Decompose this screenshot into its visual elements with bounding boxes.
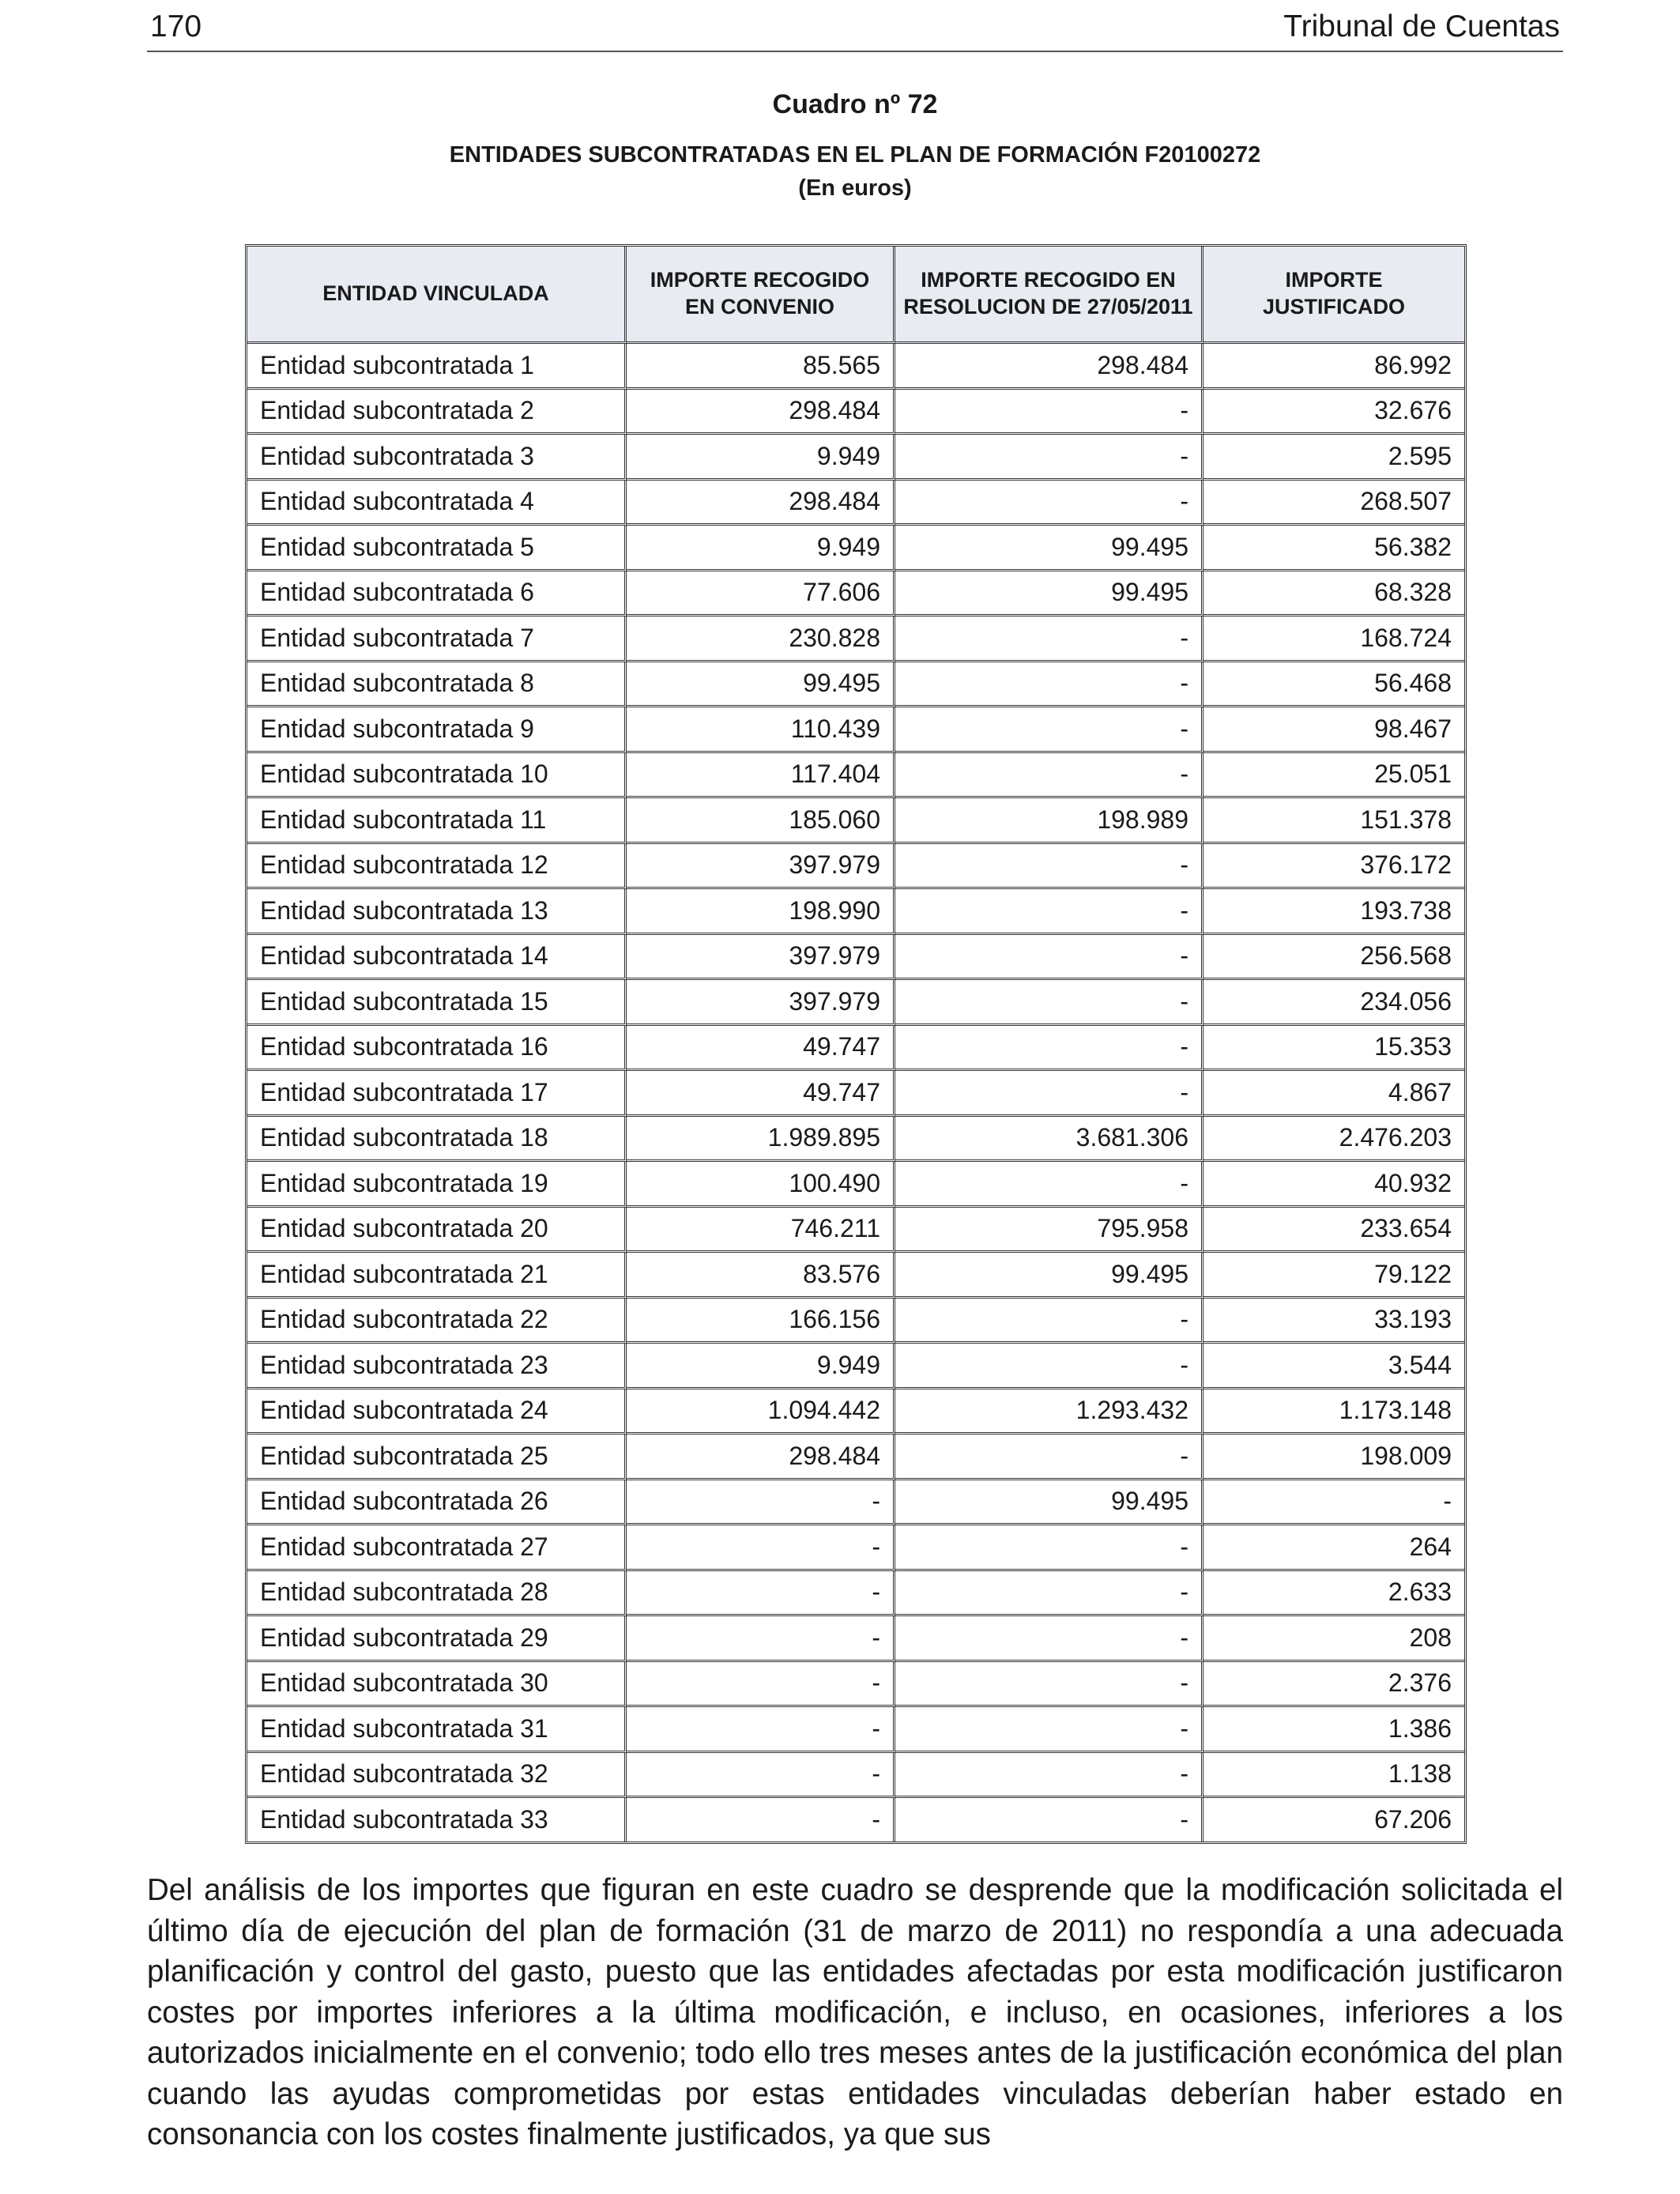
cell-resolucion: 99.495 <box>895 526 1203 571</box>
table-row <box>247 662 1464 708</box>
cell-convenio: - <box>627 1525 895 1571</box>
cell-convenio: 746.211 <box>627 1208 895 1253</box>
table-row <box>247 1344 1464 1389</box>
table-row <box>247 1707 1464 1753</box>
cell-entity: Entidad subcontratada 22 <box>247 1299 627 1344</box>
cell-entity: Entidad subcontratada 29 <box>247 1616 627 1662</box>
cell-convenio: 298.484 <box>627 1434 895 1480</box>
table-row <box>247 1571 1464 1617</box>
cell-convenio: 9.949 <box>627 1344 895 1389</box>
cell-entity: Entidad subcontratada 2 <box>247 390 627 435</box>
cell-resolucion: - <box>895 844 1203 890</box>
cell-entity: Entidad subcontratada 5 <box>247 526 627 571</box>
cell-convenio: 49.747 <box>627 1071 895 1117</box>
cell-justificado: 198.009 <box>1203 1434 1464 1480</box>
table-units: (En euros) <box>798 175 912 201</box>
cell-convenio: 230.828 <box>627 616 895 662</box>
cell-entity: Entidad subcontratada 4 <box>247 481 627 526</box>
table-row <box>247 1208 1464 1253</box>
cell-convenio: 9.949 <box>627 435 895 481</box>
cell-resolucion: - <box>895 1026 1203 1072</box>
cell-convenio: 85.565 <box>627 344 895 390</box>
cell-entity: Entidad subcontratada 16 <box>247 1026 627 1072</box>
cell-entity: Entidad subcontratada 31 <box>247 1707 627 1753</box>
cell-justificado: 193.738 <box>1203 889 1464 935</box>
cell-convenio: 298.484 <box>627 390 895 435</box>
cell-justificado: 151.378 <box>1203 798 1464 844</box>
cell-entity: Entidad subcontratada 19 <box>247 1162 627 1208</box>
cell-entity: Entidad subcontratada 9 <box>247 707 627 753</box>
cell-justificado: 15.353 <box>1203 1026 1464 1072</box>
cell-resolucion: - <box>895 1434 1203 1480</box>
cell-resolucion: 3.681.306 <box>895 1117 1203 1163</box>
cell-entity: Entidad subcontratada 21 <box>247 1253 627 1299</box>
cell-convenio: - <box>627 1798 895 1842</box>
cell-resolucion: - <box>895 1616 1203 1662</box>
cell-justificado: 256.568 <box>1203 935 1464 981</box>
cell-convenio: 166.156 <box>627 1299 895 1344</box>
table-row <box>247 707 1464 753</box>
table-row <box>247 753 1464 799</box>
table-row <box>247 798 1464 844</box>
cell-resolucion: - <box>895 1753 1203 1799</box>
table-body <box>247 344 1464 1842</box>
cell-convenio: 110.439 <box>627 707 895 753</box>
cell-justificado: 25.051 <box>1203 753 1464 799</box>
cell-entity: Entidad subcontratada 20 <box>247 1208 627 1253</box>
cell-justificado: 3.544 <box>1203 1344 1464 1389</box>
cell-resolucion: 298.484 <box>895 344 1203 390</box>
cell-convenio: - <box>627 1753 895 1799</box>
cell-entity: Entidad subcontratada 17 <box>247 1071 627 1117</box>
table-row <box>247 616 1464 662</box>
cell-resolucion: - <box>895 616 1203 662</box>
table-row <box>247 1434 1464 1480</box>
cell-justificado: 2.595 <box>1203 435 1464 481</box>
cell-resolucion: 99.495 <box>895 571 1203 617</box>
cell-convenio: 397.979 <box>627 980 895 1026</box>
cell-resolucion: - <box>895 1344 1203 1389</box>
cell-entity: Entidad subcontratada 27 <box>247 1525 627 1571</box>
cell-justificado: 56.468 <box>1203 662 1464 708</box>
cell-resolucion: - <box>895 1162 1203 1208</box>
cell-resolucion: - <box>895 1571 1203 1617</box>
cell-justificado: 268.507 <box>1203 481 1464 526</box>
cell-resolucion: - <box>895 1707 1203 1753</box>
cell-resolucion: 198.989 <box>895 798 1203 844</box>
cell-resolucion: - <box>895 435 1203 481</box>
cell-justificado: 1.138 <box>1203 1753 1464 1799</box>
table-row <box>247 980 1464 1026</box>
table-row <box>247 1798 1464 1842</box>
cell-resolucion: - <box>895 1299 1203 1344</box>
cell-resolucion: - <box>895 1662 1203 1708</box>
table-row <box>247 435 1464 481</box>
cell-entity: Entidad subcontratada 3 <box>247 435 627 481</box>
table-row <box>247 1162 1464 1208</box>
table-row <box>247 889 1464 935</box>
cell-entity: Entidad subcontratada 28 <box>247 1571 627 1617</box>
cell-justificado: - <box>1203 1480 1464 1526</box>
cell-justificado: 4.867 <box>1203 1071 1464 1117</box>
cell-entity: Entidad subcontratada 30 <box>247 1662 627 1708</box>
cell-resolucion: - <box>895 753 1203 799</box>
cell-convenio: 99.495 <box>627 662 895 708</box>
cell-convenio: 9.949 <box>627 526 895 571</box>
table-row <box>247 1026 1464 1072</box>
page-header <box>147 8 1563 52</box>
cell-justificado: 68.328 <box>1203 571 1464 617</box>
header-importe-convenio: IMPORTE RECOGIDO EN CONVENIO <box>627 247 895 344</box>
cell-entity: Entidad subcontratada 10 <box>247 753 627 799</box>
header-entidad-vinculada: ENTIDAD VINCULADA <box>247 247 627 344</box>
cell-justificado: 233.654 <box>1203 1208 1464 1253</box>
cell-convenio: - <box>627 1571 895 1617</box>
cell-justificado: 264 <box>1203 1525 1464 1571</box>
table-row <box>247 1117 1464 1163</box>
cell-entity: Entidad subcontratada 8 <box>247 662 627 708</box>
cell-justificado: 234.056 <box>1203 980 1464 1026</box>
cell-entity: Entidad subcontratada 23 <box>247 1344 627 1389</box>
cell-entity: Entidad subcontratada 24 <box>247 1389 627 1435</box>
cell-justificado: 1.386 <box>1203 1707 1464 1753</box>
header-importe-justificado: IMPORTE JUSTIFICADO <box>1203 247 1464 344</box>
cell-convenio: 83.576 <box>627 1253 895 1299</box>
cell-resolucion: 99.495 <box>895 1253 1203 1299</box>
cell-justificado: 79.122 <box>1203 1253 1464 1299</box>
cell-justificado: 56.382 <box>1203 526 1464 571</box>
table-row <box>247 844 1464 890</box>
cell-entity: Entidad subcontratada 11 <box>247 798 627 844</box>
cell-justificado: 1.173.148 <box>1203 1389 1464 1435</box>
cell-convenio: 100.490 <box>627 1162 895 1208</box>
cell-justificado: 208 <box>1203 1616 1464 1662</box>
cell-justificado: 2.376 <box>1203 1662 1464 1708</box>
cell-resolucion: - <box>895 1798 1203 1842</box>
table-row <box>247 526 1464 571</box>
table-row <box>247 1253 1464 1299</box>
cell-resolucion: - <box>895 390 1203 435</box>
cell-convenio: - <box>627 1707 895 1753</box>
cell-resolucion: - <box>895 481 1203 526</box>
table-row <box>247 390 1464 435</box>
table-row <box>247 935 1464 981</box>
cell-resolucion: - <box>895 662 1203 708</box>
page-number: 170 <box>150 9 202 43</box>
cell-justificado: 86.992 <box>1203 344 1464 390</box>
cell-convenio: 397.979 <box>627 844 895 890</box>
cell-entity: Entidad subcontratada 6 <box>247 571 627 617</box>
table-row <box>247 571 1464 617</box>
cell-resolucion: - <box>895 1071 1203 1117</box>
running-title: Tribunal de Cuentas <box>1283 9 1560 43</box>
body-paragraph: Del análisis de los importes que figuran en este cuadro se desprende que la modificación solicitada el último día de ejecución del plan de formación (31 de marzo de 2011) no respondía a una adecuada planificación y control del gasto, puesto que las entidades afectadas por esta modificación justificaron costes por importes inferiores a la última modificación, e incluso, en ocasiones, inferiores a los autorizados inicialmente en el convenio; todo ello tres meses antes de la justificación económica del plan cuando las ayudas comprometidas por estas entidades vinculadas deberían haber estado en consonancia con los costes finalmente justificados, ya que sus <box>147 1873 1563 2151</box>
cell-entity: Entidad subcontratada 12 <box>247 844 627 890</box>
cell-entity: Entidad subcontratada 26 <box>247 1480 627 1526</box>
cell-entity: Entidad subcontratada 32 <box>247 1753 627 1799</box>
cell-entity: Entidad subcontratada 7 <box>247 616 627 662</box>
table-container <box>245 244 1462 1844</box>
cell-convenio: 298.484 <box>627 481 895 526</box>
table-row <box>247 1662 1464 1708</box>
cell-justificado: 376.172 <box>1203 844 1464 890</box>
cell-convenio: 77.606 <box>627 571 895 617</box>
table-header-row <box>247 247 1464 344</box>
cell-entity: Entidad subcontratada 18 <box>247 1117 627 1163</box>
cell-entity: Entidad subcontratada 14 <box>247 935 627 981</box>
cell-entity: Entidad subcontratada 33 <box>247 1798 627 1842</box>
cell-justificado: 33.193 <box>1203 1299 1464 1344</box>
cell-justificado: 67.206 <box>1374 1804 1452 1834</box>
table-row <box>247 1753 1464 1799</box>
table-title: ENTIDADES SUBCONTRATADAS EN EL PLAN DE FORMACIÓN F20100272 <box>449 142 1261 168</box>
cell-convenio: 1.094.442 <box>627 1389 895 1435</box>
cell-convenio: - <box>627 1662 895 1708</box>
cuadro-number: Cuadro nº 72 <box>772 89 938 119</box>
cell-convenio: 49.747 <box>627 1026 895 1072</box>
subcontracted-entities-table <box>245 244 1467 1844</box>
cell-resolucion: - <box>895 889 1203 935</box>
header-importe-resolucion: IMPORTE RECOGIDO EN RESOLUCION DE 27/05/2011 <box>895 247 1203 344</box>
cell-justificado: 2.476.203 <box>1203 1117 1464 1163</box>
cell-entity: Entidad subcontratada 25 <box>247 1434 627 1480</box>
cell-resolucion: 1.293.432 <box>895 1389 1203 1435</box>
cell-justificado: 168.724 <box>1203 616 1464 662</box>
table-row <box>247 481 1464 526</box>
cell-resolucion: - <box>895 980 1203 1026</box>
table-row <box>247 1299 1464 1344</box>
cell-convenio: 1.989.895 <box>627 1117 895 1163</box>
cell-convenio: 185.060 <box>627 798 895 844</box>
cell-resolucion: 795.958 <box>895 1208 1203 1253</box>
cell-justificado: 98.467 <box>1203 707 1464 753</box>
cell-entity: Entidad subcontratada 15 <box>247 980 627 1026</box>
cell-entity: Entidad subcontratada 13 <box>247 889 627 935</box>
cell-convenio: 397.979 <box>627 935 895 981</box>
table-row <box>247 1071 1464 1117</box>
cell-resolucion: - <box>895 707 1203 753</box>
table-row <box>247 344 1464 390</box>
table-row <box>247 1389 1464 1435</box>
cell-justificado: 2.633 <box>1203 1571 1464 1617</box>
cell-justificado: 40.932 <box>1203 1162 1464 1208</box>
cell-justificado: 32.676 <box>1203 390 1464 435</box>
table-row <box>247 1480 1464 1526</box>
cell-convenio: - <box>627 1480 895 1526</box>
cell-entity: Entidad subcontratada 1 <box>247 344 627 390</box>
cell-resolucion: - <box>895 935 1203 981</box>
cell-resolucion: 99.495 <box>895 1480 1203 1526</box>
cell-convenio: 117.404 <box>627 753 895 799</box>
cell-resolucion: - <box>895 1525 1203 1571</box>
cell-convenio: - <box>627 1616 895 1662</box>
table-row <box>247 1616 1464 1662</box>
table-row <box>247 1525 1464 1571</box>
cell-convenio: 198.990 <box>627 889 895 935</box>
